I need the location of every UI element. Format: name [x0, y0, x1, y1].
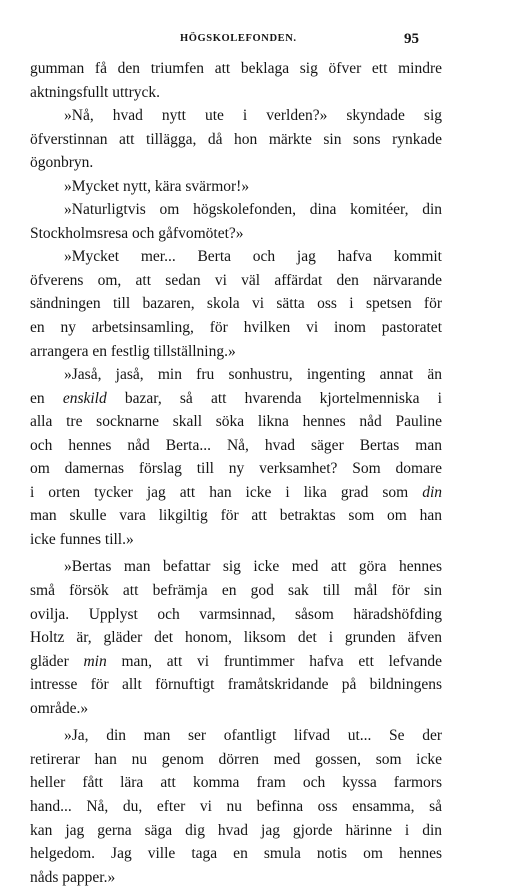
running-header	[0, 31, 520, 51]
text-line: Holtz är, gläder det honom, liksom det i grunden äfven	[30, 629, 442, 647]
emphasized-word: min	[83, 652, 107, 670]
text-run: en	[30, 389, 63, 407]
text-line	[30, 481, 442, 505]
text-line: nåds papper.»	[30, 868, 116, 886]
text-body	[30, 57, 442, 889]
text-line: »Jaså, jaså, min fru sonhustru, ingenting annat än	[64, 366, 442, 384]
emphasized-word: din	[422, 483, 442, 501]
text-line: hand... Nå, du, efter vi nu befinna oss ensamma, så	[30, 797, 442, 815]
text-line: öfverens om, att sedan vi väl affärdat den närvarande	[30, 271, 442, 289]
text-line	[30, 387, 442, 411]
text-line: retirerar han nu genom dörren med gossen, som icke	[30, 750, 442, 768]
text-line: icke funnes till.»	[30, 530, 134, 548]
page-number: 95	[404, 31, 419, 47]
text-line: och hennes nåd Berta... Nå, hvad säger Bertas man	[30, 436, 442, 454]
emphasized-word: enskild	[62, 389, 107, 407]
text-line: alla tre socknarne skall söka likna hennes nåd Pauline	[30, 413, 442, 431]
text-line	[30, 650, 442, 674]
text-line: område.»	[30, 699, 89, 717]
text-run: gläder	[30, 652, 84, 670]
text-line: kan jag gerna säga dig hvad jag gjorde härinne i din	[30, 821, 442, 839]
text-line: aktningsfullt uttryck.	[30, 83, 161, 101]
text-line: »Nå, hvad nytt ute i verlden?» skyndade sig	[64, 107, 442, 125]
text-line: intresse för allt förnuftigt framåtskridande på bildningens	[30, 676, 442, 694]
text-run: man, att vi fruntimmer hafva ett lefvande	[106, 652, 442, 670]
text-line: »Ja, din man ser ofantligt lifvad ut... Se der	[64, 727, 442, 745]
text-line: helgedom. Jag ville taga en smula notis om hennes	[30, 845, 442, 863]
text-line: sändningen till bazaren, skola vi sätta oss i spetsen för	[30, 295, 442, 313]
text-line: ögonbryn.	[30, 154, 94, 172]
text-run: i orten tycker jag att han icke i lika grad som	[30, 483, 423, 501]
text-line: små försök att befrämja en god sak till mål för sin	[30, 582, 442, 600]
text-line: »Mycket nytt, kära svärmor!»	[64, 177, 250, 195]
text-line: man skulle vara likgiltig för att betraktas som om han	[30, 507, 442, 525]
text-line: ovilja. Upplyst och varmsinnad, såsom häradshöfding	[30, 605, 442, 623]
text-run: bazar, så att hvarenda kjortelmenniska i	[106, 389, 442, 407]
running-title: HÖGSKOLEFONDEN.	[180, 33, 297, 44]
text-line: Stockholmsresa och gåfvomötet?»	[30, 224, 244, 242]
text-line: »Bertas man befattar sig icke med att göra hennes	[64, 558, 442, 576]
text-line: heller fått lära att komma fram och kyssa farmors	[30, 774, 442, 792]
text-line: »Naturligtvis om högskolefonden, dina komitéer, din	[64, 201, 442, 219]
text-line: en ny arbetsinsamling, för hvilken vi inom pastoratet	[30, 319, 442, 337]
text-line: »Mycket mer... Berta och jag hafva kommit	[64, 248, 442, 266]
text-line: gumman få den triumfen att beklaga sig öfver ett mindre	[30, 60, 442, 77]
text-line: om damernas förslag till ny verksamhet? Som domare	[30, 460, 442, 478]
text-line: öfverstinnan att tillägga, då hon märkte sin sons rynkade	[30, 130, 442, 148]
text-line: arrangera en festlig tillställning.»	[30, 342, 236, 360]
